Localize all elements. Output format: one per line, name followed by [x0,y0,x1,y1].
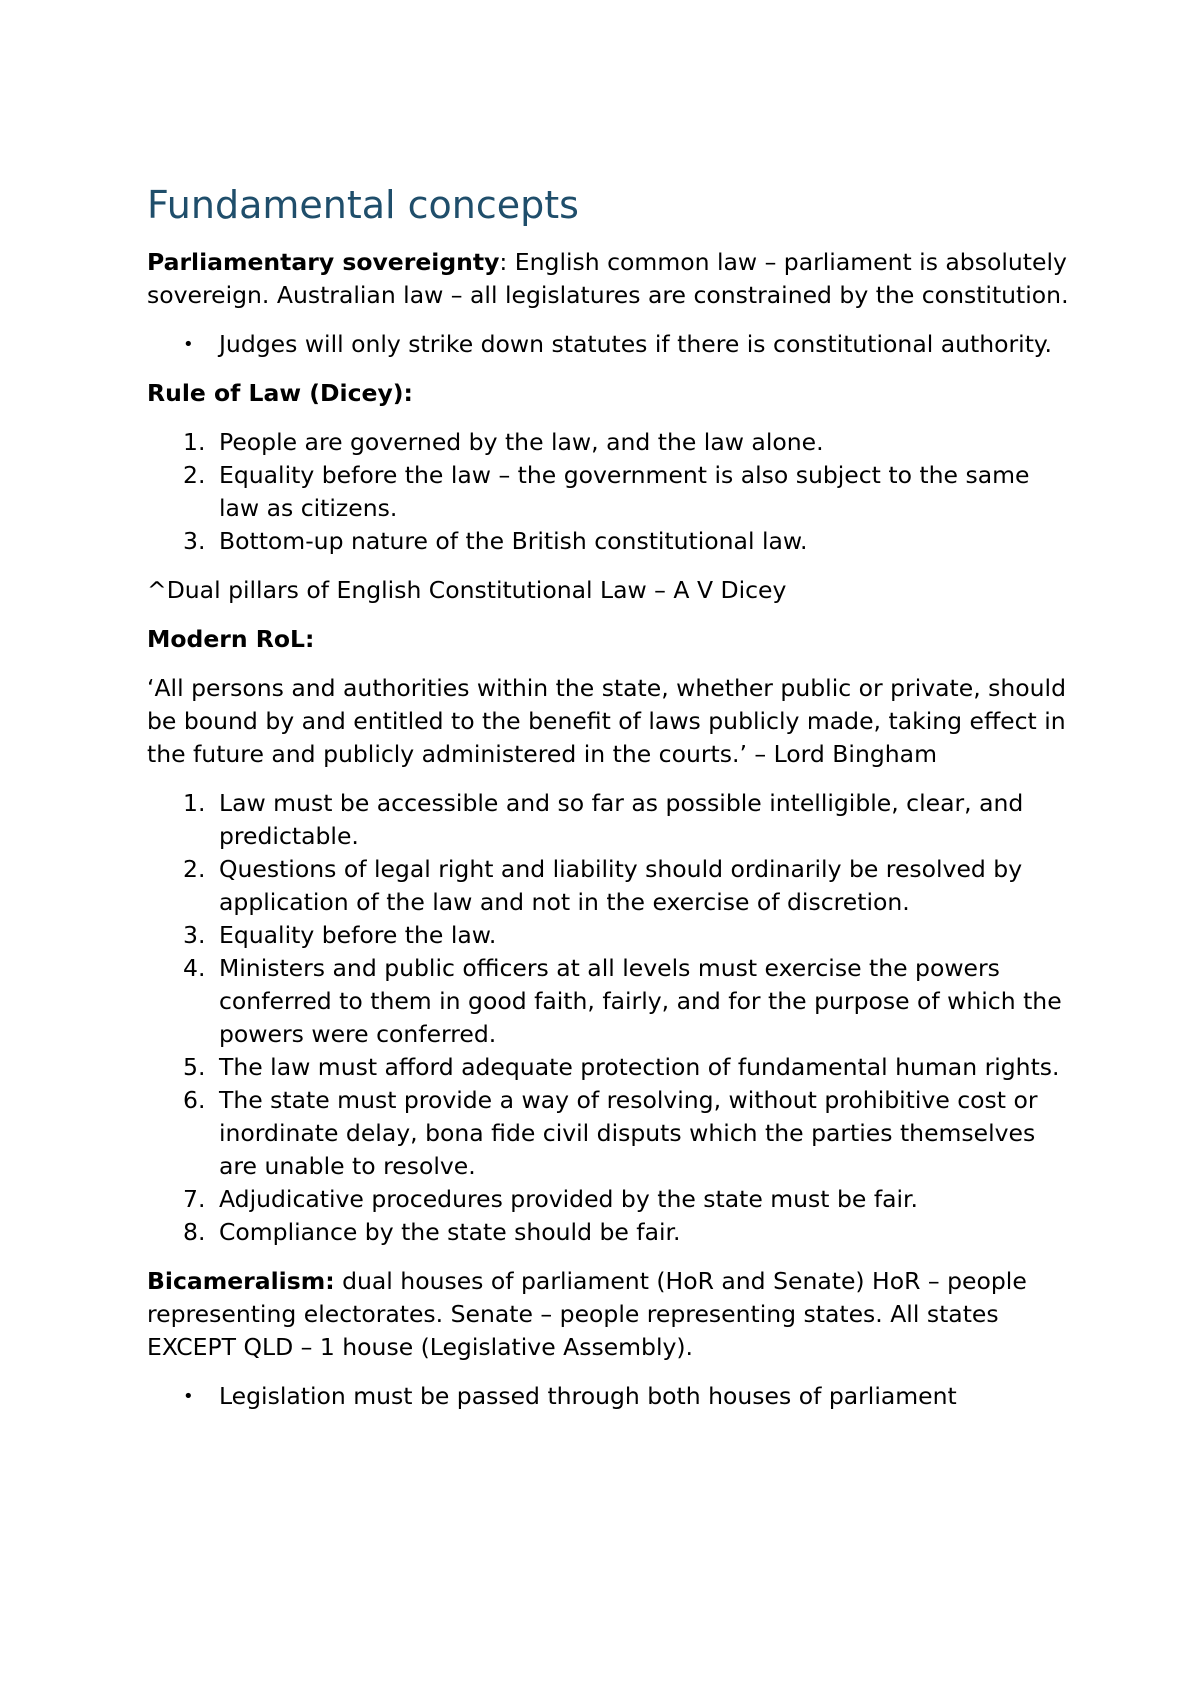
list-item-text: The law must afford adequate protection of fundamental human rights. [219,1053,1060,1081]
page-title: Fundamental concepts [147,183,579,227]
number-marker: 8. [183,1218,206,1246]
list-item-text: Bottom-up nature of the British constitutional law. [219,527,808,555]
list-item [147,459,1077,525]
number-marker: 1. [183,428,206,456]
numbered-list-rule-of-law [147,426,1077,558]
list-item [147,1084,1077,1183]
term-bicameralism: Bicameralism: [147,1267,335,1295]
number-marker: 2. [183,461,206,489]
list-item-text: The state must provide a way of resolving, without prohibitive cost or inordinate delay, bona fide civil disputs which the parties themselves are unable to resolve. [219,1086,1038,1180]
list-item [147,919,1077,952]
list-item-text: Judges will only strike down statutes if there is constitutional authority. [219,330,1052,358]
number-marker: 2. [183,855,206,883]
list-item-text: Legislation must be passed through both houses of parliament [219,1382,957,1410]
list-item-text: Questions of legal right and liability should ordinarily be resolved by application of the law and not in the exercise of discretion. [219,855,1023,916]
number-marker: 6. [183,1086,206,1114]
modern-rol-heading: Modern RoL: [147,625,315,653]
dicey-note: ^Dual pillars of English Constitutional Law – A V Dicey [147,576,787,604]
numbered-list-modern-rol [147,787,1077,1249]
number-marker: 3. [183,527,206,555]
number-marker: 1. [183,789,206,817]
bullet-marker: • [183,334,194,355]
term-parliamentary-sovereignty: Parliamentary sovereignty [147,248,500,276]
text-parliamentary-sovereignty: : English common law – parliament is absolutely sovereign. Australian law – all legislatures are constrained by the constitution. [147,248,1069,309]
list-item [147,328,1077,361]
list-item-text: Ministers and public officers at all levels must exercise the powers conferred to them in good faith, fairly, and for the purpose of which the powers were conferred. [219,954,1062,1048]
heading-modern-rol [147,623,1077,656]
bingham-quote: ‘All persons and authorities within the state, whether public or private, should be bound by and entitled to the benefit of laws publicly made, taking effect in the future and publicly administered in the courts.’ – Lord Bingham [147,674,1067,768]
list-item [147,853,1077,919]
heading-rule-of-law [147,377,1077,410]
rule-of-law-heading: Rule of Law (Dicey): [147,379,413,407]
text-bicameralism: dual houses of parliament (HoR and Senate) HoR – people representing electorates. Senate – people representing states. All states EXCEPT QLD – 1 house (Legislative Assembly). [147,1267,1027,1361]
list-item-text: Adjudicative procedures provided by the state must be fair. [219,1185,918,1213]
list-item [147,426,1077,459]
paragraph-parliamentary-sovereignty [147,246,1077,312]
number-marker: 7. [183,1185,206,1213]
list-item [147,1216,1077,1249]
list-item [147,1380,1077,1413]
list-item-text: Law must be accessible and so far as possible intelligible, clear, and predictable. [219,789,1024,850]
number-marker: 4. [183,954,206,982]
paragraph-bicameralism [147,1265,1077,1364]
number-marker: 5. [183,1053,206,1081]
list-item [147,952,1077,1051]
list-item [147,1183,1077,1216]
bullet-marker: • [183,1386,194,1407]
list-item-text: Equality before the law – the government is also subject to the same law as citizens. [219,461,1030,522]
list-item-text: People are governed by the law, and the law alone. [219,428,824,456]
bullet-list-bicameralism [147,1380,1077,1413]
number-marker: 3. [183,921,206,949]
list-item [147,525,1077,558]
list-item [147,1051,1077,1084]
list-item-text: Equality before the law. [219,921,497,949]
list-item [147,787,1077,853]
list-item-text: Compliance by the state should be fair. [219,1218,681,1246]
document-page [147,178,1077,1429]
bullet-list-parliamentary-sovereignty [147,328,1077,361]
